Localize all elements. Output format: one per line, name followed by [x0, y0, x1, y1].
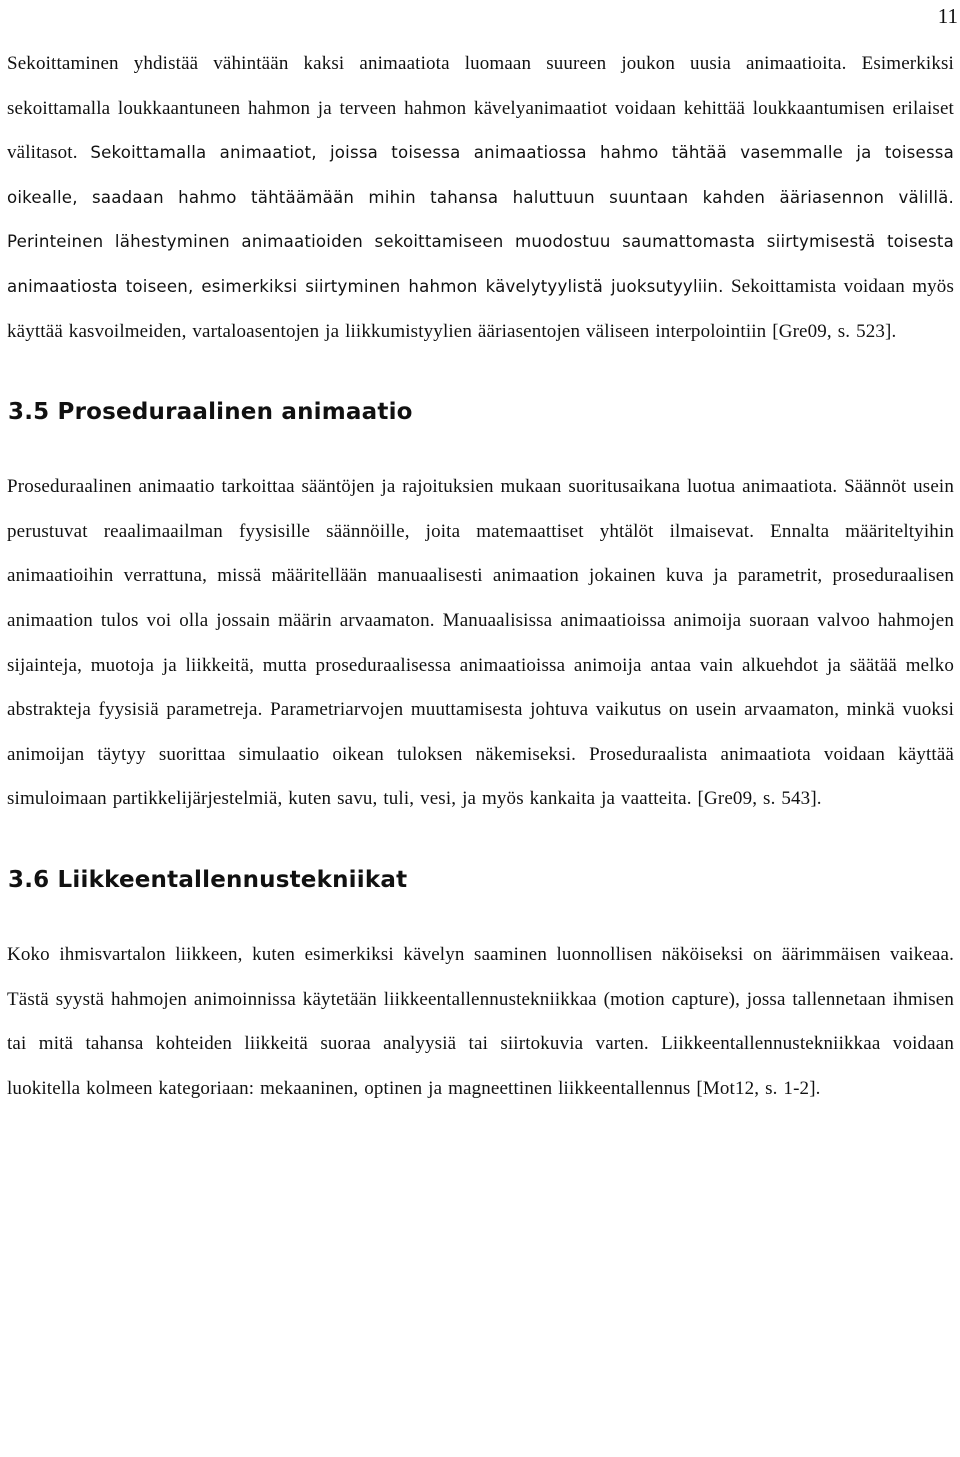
paragraph-blending [7, 42, 954, 354]
paragraph-procedural-animation: Proseduraalinen animaatio tarkoittaa sääntöjen ja rajoituksien mukaan suoritusaikana luotua animaatiota. Säännöt usein perustuvat reaalimaailman fyysisille säännöille, joita matemaattiset yhtälöt ilmaisevat. Ennalta määriteltyihin animaatioihin verrattuna, missä määritellään manuaalisesti animaation jokainen kuva ja parametrit, proseduraalisen animaation tulos voi olla jossain määrin arvaamaton. Manuaalisissa animaatioissa animoija suoraan valvoo hahmojen sijainteja, muotoja ja liikkeitä, mutta proseduraalisessa animaatioissa animoija antaa vain alkuehdot ja säätää melko abstrakteja fyysisiä parametreja. Parametriarvojen muuttamisesta johtuva vaikutus on usein arvaamaton, minkä vuoksi animoijan täytyy suorittaa simulaatio oikean tuloksen näkemiseksi. Proseduraalista animaatiota voidaan käyttää simuloimaan partikkelijärjestelmiä, kuten savu, tuli, vesi, ja myös kankaita ja vaatteita. [Gre09, s. 543]. [7, 476, 954, 810]
paragraph-blending-part-3: Sekoittamista voidaan myös käyttää kasvoilmeiden, vartaloasentojen ja liikkumistyylien ääriasentojen väliseen interpolointiin [Gre09, s. 523]. [7, 275, 955, 342]
paragraph-blending-part-2: Sekoittamalla animaatiot, joissa toisessa animaatiossa hahmo tähtää vasemmalle ja toisessa oikealle, saadaan hahmo tähtäämään mihin tahansa haluttuun suuntaan kahden ääriasennon välillä. Perinteinen lähestyminen animaatioiden sekoittamiseen muodostuu saumattomasta siirtymisestä toisesta animaatiosta toiseen, esimerkiksi siirtyminen hahmon kävelytyylistä juoksutyyliin. [7, 143, 954, 296]
section-heading-3-6: 3.6 Liikkeentallennustekniikat [8, 866, 408, 893]
page-number: 11 [937, 4, 958, 28]
section-heading-3-5: 3.5 Proseduraalinen animaatio [8, 399, 413, 426]
paragraph-motion-capture: Koko ihmisvartalon liikkeen, kuten esimerkiksi kävelyn saaminen luonnollisen näköiseksi on äärimmäisen vaikeaa. Tästä syystä hahmojen animoinnissa käytetään liikkeentallennustekniikkaa (motion capture), jossa tallennetaan ihmisen tai mitä tahansa kohteiden liikkeitä suoraa analyysiä tai siirtokuvia varten. Liikkeentallennustekniikkaa voidaan luokitella kolmeen kategoriaan: mekaaninen, optinen ja magneettinen liikkeentallennus [Mot12, s. 1-2]. [7, 943, 954, 1099]
paragraph-blending-part-1: Sekoittaminen yhdistää vähintään kaksi animaatiota luomaan suureen joukon uusia animaatioita. Esimerkiksi sekoittamalla loukkaantuneen hahmon ja terveen hahmon kävelyanimaatiot voidaan kehittää loukkaantumisen erilaiset välitasot. [7, 53, 954, 164]
